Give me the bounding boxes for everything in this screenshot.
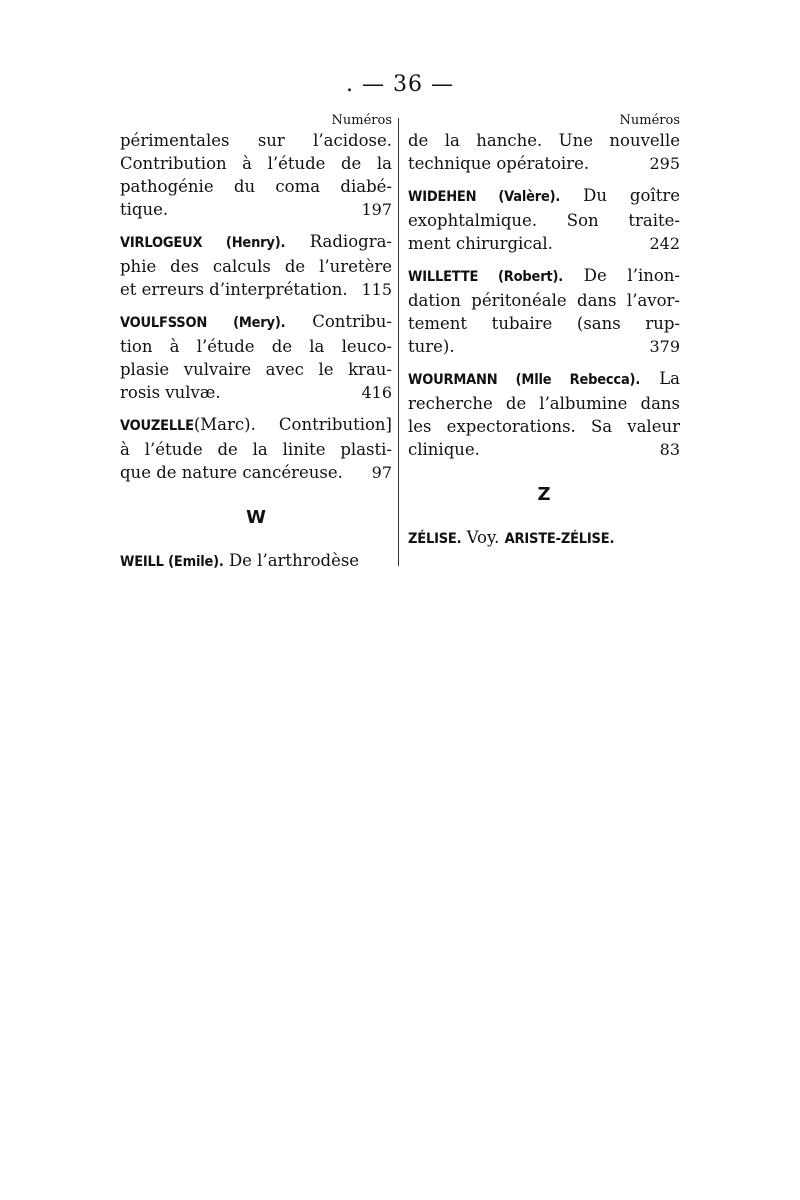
entry-text: Du goître (560, 186, 680, 205)
entry-text: (Marc). Contribution] (193, 415, 392, 434)
entry-line: pathogénie du coma diabé- (120, 177, 392, 196)
entry-number: 83 (659, 440, 680, 459)
entry-line (120, 461, 392, 484)
entry-text: De l’arthrodèse (223, 551, 360, 570)
entry-line (408, 335, 680, 358)
entry-line (120, 413, 392, 438)
left-column (120, 113, 392, 583)
entry-text: tique. (120, 200, 169, 219)
entry-number: 295 (649, 154, 680, 173)
entry-number: 379 (649, 337, 680, 356)
entry-line: phie des calculs de l’uretère (120, 257, 392, 276)
author-name: ZÉLISE. (408, 531, 462, 547)
entry-line: Contribution à l’étude de la (120, 154, 392, 173)
index-entry (408, 526, 680, 551)
entry-text: et erreurs d’interprétation. (120, 280, 348, 299)
author-name: WILLETTE (Robert). (408, 269, 563, 285)
entry-line: les expectorations. Sa valeur (408, 417, 680, 436)
entry-number: 115 (361, 280, 392, 299)
section-letter: W (246, 507, 266, 528)
entry-line (408, 152, 680, 175)
cross-reference: ARISTE-ZÉLISE. (504, 531, 615, 547)
index-entry (408, 129, 680, 175)
entry-number: 97 (371, 463, 392, 482)
entry-text: La (640, 369, 680, 388)
author-name: VOUZELLE (120, 418, 194, 434)
numeros-header: Numéros (619, 113, 680, 128)
entry-line: dation péritonéale dans l’avor- (408, 291, 680, 310)
author-name: WEILL (Emile). (120, 554, 224, 570)
index-entry (120, 230, 392, 301)
entry-line (408, 367, 680, 392)
entry-text: que de nature cancéreuse. (120, 463, 343, 482)
index-entry (120, 413, 392, 484)
column-divider (398, 118, 399, 566)
author-name: WOURMANN (Mlle Rebecca). (408, 372, 641, 388)
entry-line: de la hanche. Une nouvelle (408, 131, 680, 150)
entry-number: 197 (361, 200, 392, 219)
index-entry (120, 129, 392, 221)
page-number: . — 36 — (346, 72, 454, 97)
entry-line: plasie vulvaire avec le krau- (120, 360, 392, 379)
entry-text: technique opératoire. (408, 154, 590, 173)
entry-text: Contribu- (285, 312, 392, 331)
entry-text: De l’inon- (563, 266, 680, 285)
entry-line (120, 549, 392, 574)
section-letter: Z (537, 484, 551, 505)
entry-line: exophtalmique. Son traite- (408, 211, 680, 230)
entry-line: tion à l’étude de la leuco- (120, 337, 392, 356)
entry-line (120, 230, 392, 255)
author-name: VOULFSSON (Mery). (120, 315, 286, 331)
entry-line (120, 198, 392, 221)
numeros-header: Numéros (331, 113, 392, 128)
entry-line (408, 264, 680, 289)
entry-line: tement tubaire (sans rup- (408, 314, 680, 333)
entry-text: Voy. (461, 528, 505, 547)
entry-line (408, 526, 680, 551)
entry-line: recherche de l’albumine dans (408, 394, 680, 413)
entry-line (408, 232, 680, 255)
index-entry (408, 184, 680, 255)
entry-text: Radiogra- (285, 232, 392, 251)
right-column (408, 113, 680, 560)
author-name: VIRLOGEUX (Henry). (120, 235, 286, 251)
entry-text: rosis vulvæ. (120, 383, 221, 402)
entry-line: périmentales sur l’acidose. (120, 131, 392, 150)
author-name: WIDEHEN (Valère). (408, 189, 561, 205)
entry-line (120, 381, 392, 404)
index-entry (120, 310, 392, 404)
entry-line (408, 184, 680, 209)
entry-line (408, 438, 680, 461)
index-entry (408, 367, 680, 461)
entry-line (120, 278, 392, 301)
index-entry (408, 264, 680, 358)
entry-number: 242 (649, 234, 680, 253)
entry-number: 416 (361, 383, 392, 402)
entry-text: clinique. (408, 440, 480, 459)
entry-line: à l’étude de la linite plasti- (120, 440, 392, 459)
index-entry (120, 549, 392, 574)
entry-text: ment chirurgical. (408, 234, 553, 253)
entry-line (120, 310, 392, 335)
entry-text: ture). (408, 337, 455, 356)
